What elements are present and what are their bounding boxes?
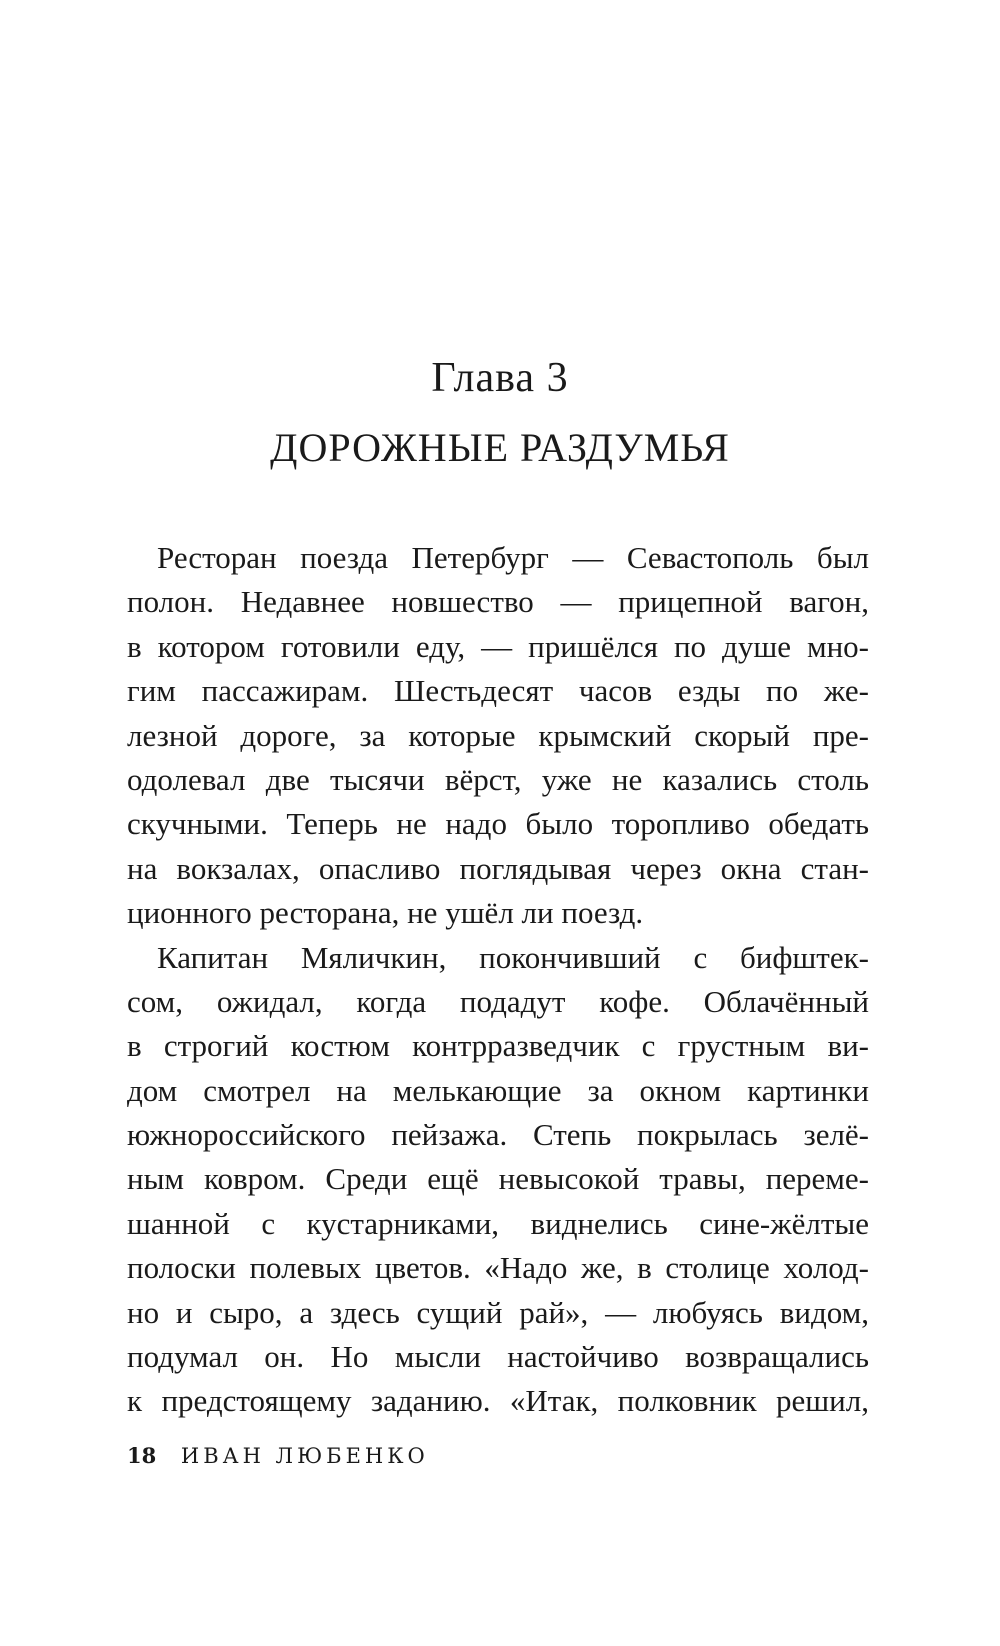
chapter-number: Глава 3 — [431, 355, 569, 401]
text-line: полоски полевых цветов. «Надо же, в столице холод- — [127, 1250, 869, 1286]
text-line: в котором готовили еду, — пришёлся по душе мно- — [127, 628, 869, 664]
text-line: гим пассажирам. Шестьдесят часов езды по же- — [127, 673, 869, 709]
text-line: одолевал две тысячи вёрст, уже не казались столь — [127, 761, 869, 797]
chapter-title: ДОРОЖНЫЕ РАЗДУМЬЯ — [270, 425, 730, 470]
text-line: ционного ресторана, не ушёл ли поезд. — [127, 895, 644, 931]
page-number: 18 — [127, 1443, 157, 1468]
text-line: к предстоящему заданию. «Итак, полковник решил, — [127, 1383, 869, 1419]
text-line: Ресторан поезда Петербург — Севастополь был — [157, 540, 869, 575]
text-line: но и сыро, а здесь сущий рай», — любуясь видом, — [127, 1294, 869, 1330]
running-head-author: ИВАН ЛЮБЕНКО — [180, 1444, 429, 1468]
text-line: полон. Недавнее новшество — прицепной вагон, — [127, 584, 869, 620]
page-footer — [127, 1436, 429, 1476]
text-line: на вокзалах, опасливо поглядывая через окна стан- — [127, 850, 869, 886]
text-line: ным ковром. Среди ещё невысокой травы, переме- — [127, 1161, 869, 1197]
text-line: шанной с кустарниками, виднелись сине-жёлтые — [127, 1205, 869, 1241]
text-line: в строгий костюм контрразведчик с грустным ви- — [127, 1028, 869, 1064]
text-line: лезной дороге, за которые крымский скорый пре- — [127, 717, 869, 753]
text-line: подумал он. Но мысли настойчиво возвращались — [127, 1339, 869, 1375]
body-text — [127, 536, 869, 1424]
text-line: Капитан Мяличкин, покончивший с бифштек- — [157, 939, 869, 975]
text-line: дом смотрел на мелькающие за окном картинки — [127, 1072, 869, 1108]
text-line: южнороссийского пейзажа. Степь покрылась зелё- — [127, 1117, 869, 1153]
text-line: скучными. Теперь не надо было торопливо обедать — [127, 806, 869, 842]
text-line: сом, ожидал, когда подадут кофе. Облачённый — [127, 983, 869, 1019]
